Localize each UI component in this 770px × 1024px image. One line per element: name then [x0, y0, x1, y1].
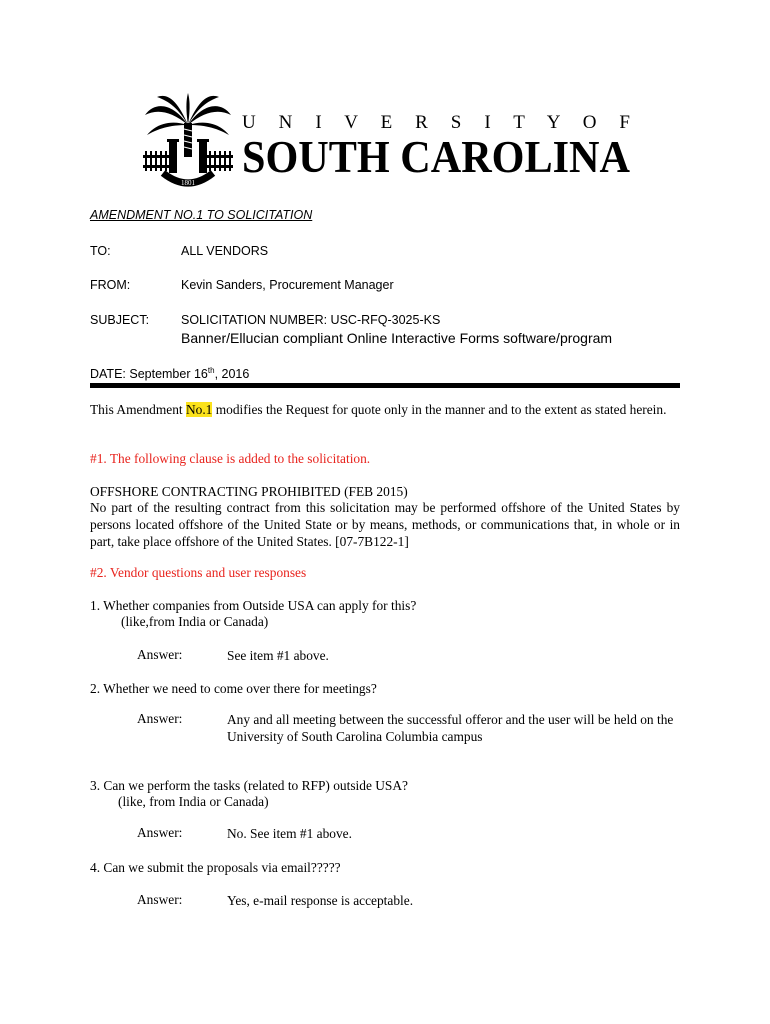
subject-value: SOLICITATION NUMBER: USC-RFQ-3025-KS: [181, 313, 441, 327]
wordmark-line1: U N I V E R S I T Y O F: [242, 112, 630, 133]
from-label: FROM:: [90, 278, 131, 292]
amendment-number-highlight: No.1: [185, 402, 213, 417]
question-1-detail: (like,from India or Canada): [121, 614, 269, 629]
item2-heading: #2. Vendor questions and user responses: [90, 565, 307, 580]
to-value: ALL VENDORS: [181, 244, 269, 258]
question-2: 2. Whether we need to come over there for meetings?: [90, 681, 377, 696]
answer-1-label: Answer:: [137, 647, 183, 662]
date-line: [90, 366, 249, 381]
palmetto-seal-logo: [143, 93, 233, 193]
subject-description: Banner/Ellucian compliant Online Interactive Forms software/program: [181, 330, 613, 346]
date-year: , 2016: [214, 367, 250, 381]
intro-paragraph: [90, 401, 680, 418]
intro-before: This Amendment: [90, 402, 186, 417]
answer-3-label: Answer:: [137, 825, 183, 840]
answer-4-text: Yes, e-mail response is acceptable.: [227, 893, 414, 908]
question-3-detail: (like, from India or Canada): [118, 794, 269, 809]
item1-heading: #1. The following clause is added to the solicitation.: [90, 451, 371, 466]
question-4: 4. Can we submit the proposals via email?????: [90, 860, 341, 875]
header-divider: [90, 383, 680, 388]
south-carolina-wordmark: [242, 130, 632, 186]
amendment-title: AMENDMENT NO.1 TO SOLICITATION: [90, 208, 313, 222]
clause-title: OFFSHORE CONTRACTING PROHIBITED (FEB 2015): [90, 484, 408, 499]
seal-year: 1801: [181, 179, 195, 187]
intro-after: modifies the Request for quote only in the manner and to the extent as stated herein.: [212, 402, 667, 417]
answer-4-label: Answer:: [137, 892, 183, 907]
subject-label: SUBJECT:: [90, 313, 150, 327]
answer-3-text: No. See item #1 above.: [227, 826, 352, 841]
question-3: 3. Can we perform the tasks (related to RFP) outside USA?: [90, 778, 408, 793]
answer-1-text: See item #1 above.: [227, 648, 329, 663]
question-1: 1. Whether companies from Outside USA can apply for this?: [90, 598, 417, 613]
date-prefix: DATE: September 16: [90, 367, 208, 381]
date-suffix-sup: th: [207, 366, 215, 375]
answer-2-text: Any and all meeting between the successful offeror and the user will be held on the University of South Carolina Columbia campus: [227, 712, 674, 744]
from-value: Kevin Sanders, Procurement Manager: [181, 278, 394, 292]
to-label: TO:: [90, 244, 111, 258]
answer-2-label: Answer:: [137, 711, 183, 726]
wordmark-line2: SOUTH CAROLINA: [242, 131, 630, 182]
clause-text: No part of the resulting contract from this solicitation may be performed offshore of the United States by persons located offshore of the United State or by means, methods, or communications that, in whole or in part, take place offshore of the United States. [07-7B122-1]: [90, 500, 680, 549]
